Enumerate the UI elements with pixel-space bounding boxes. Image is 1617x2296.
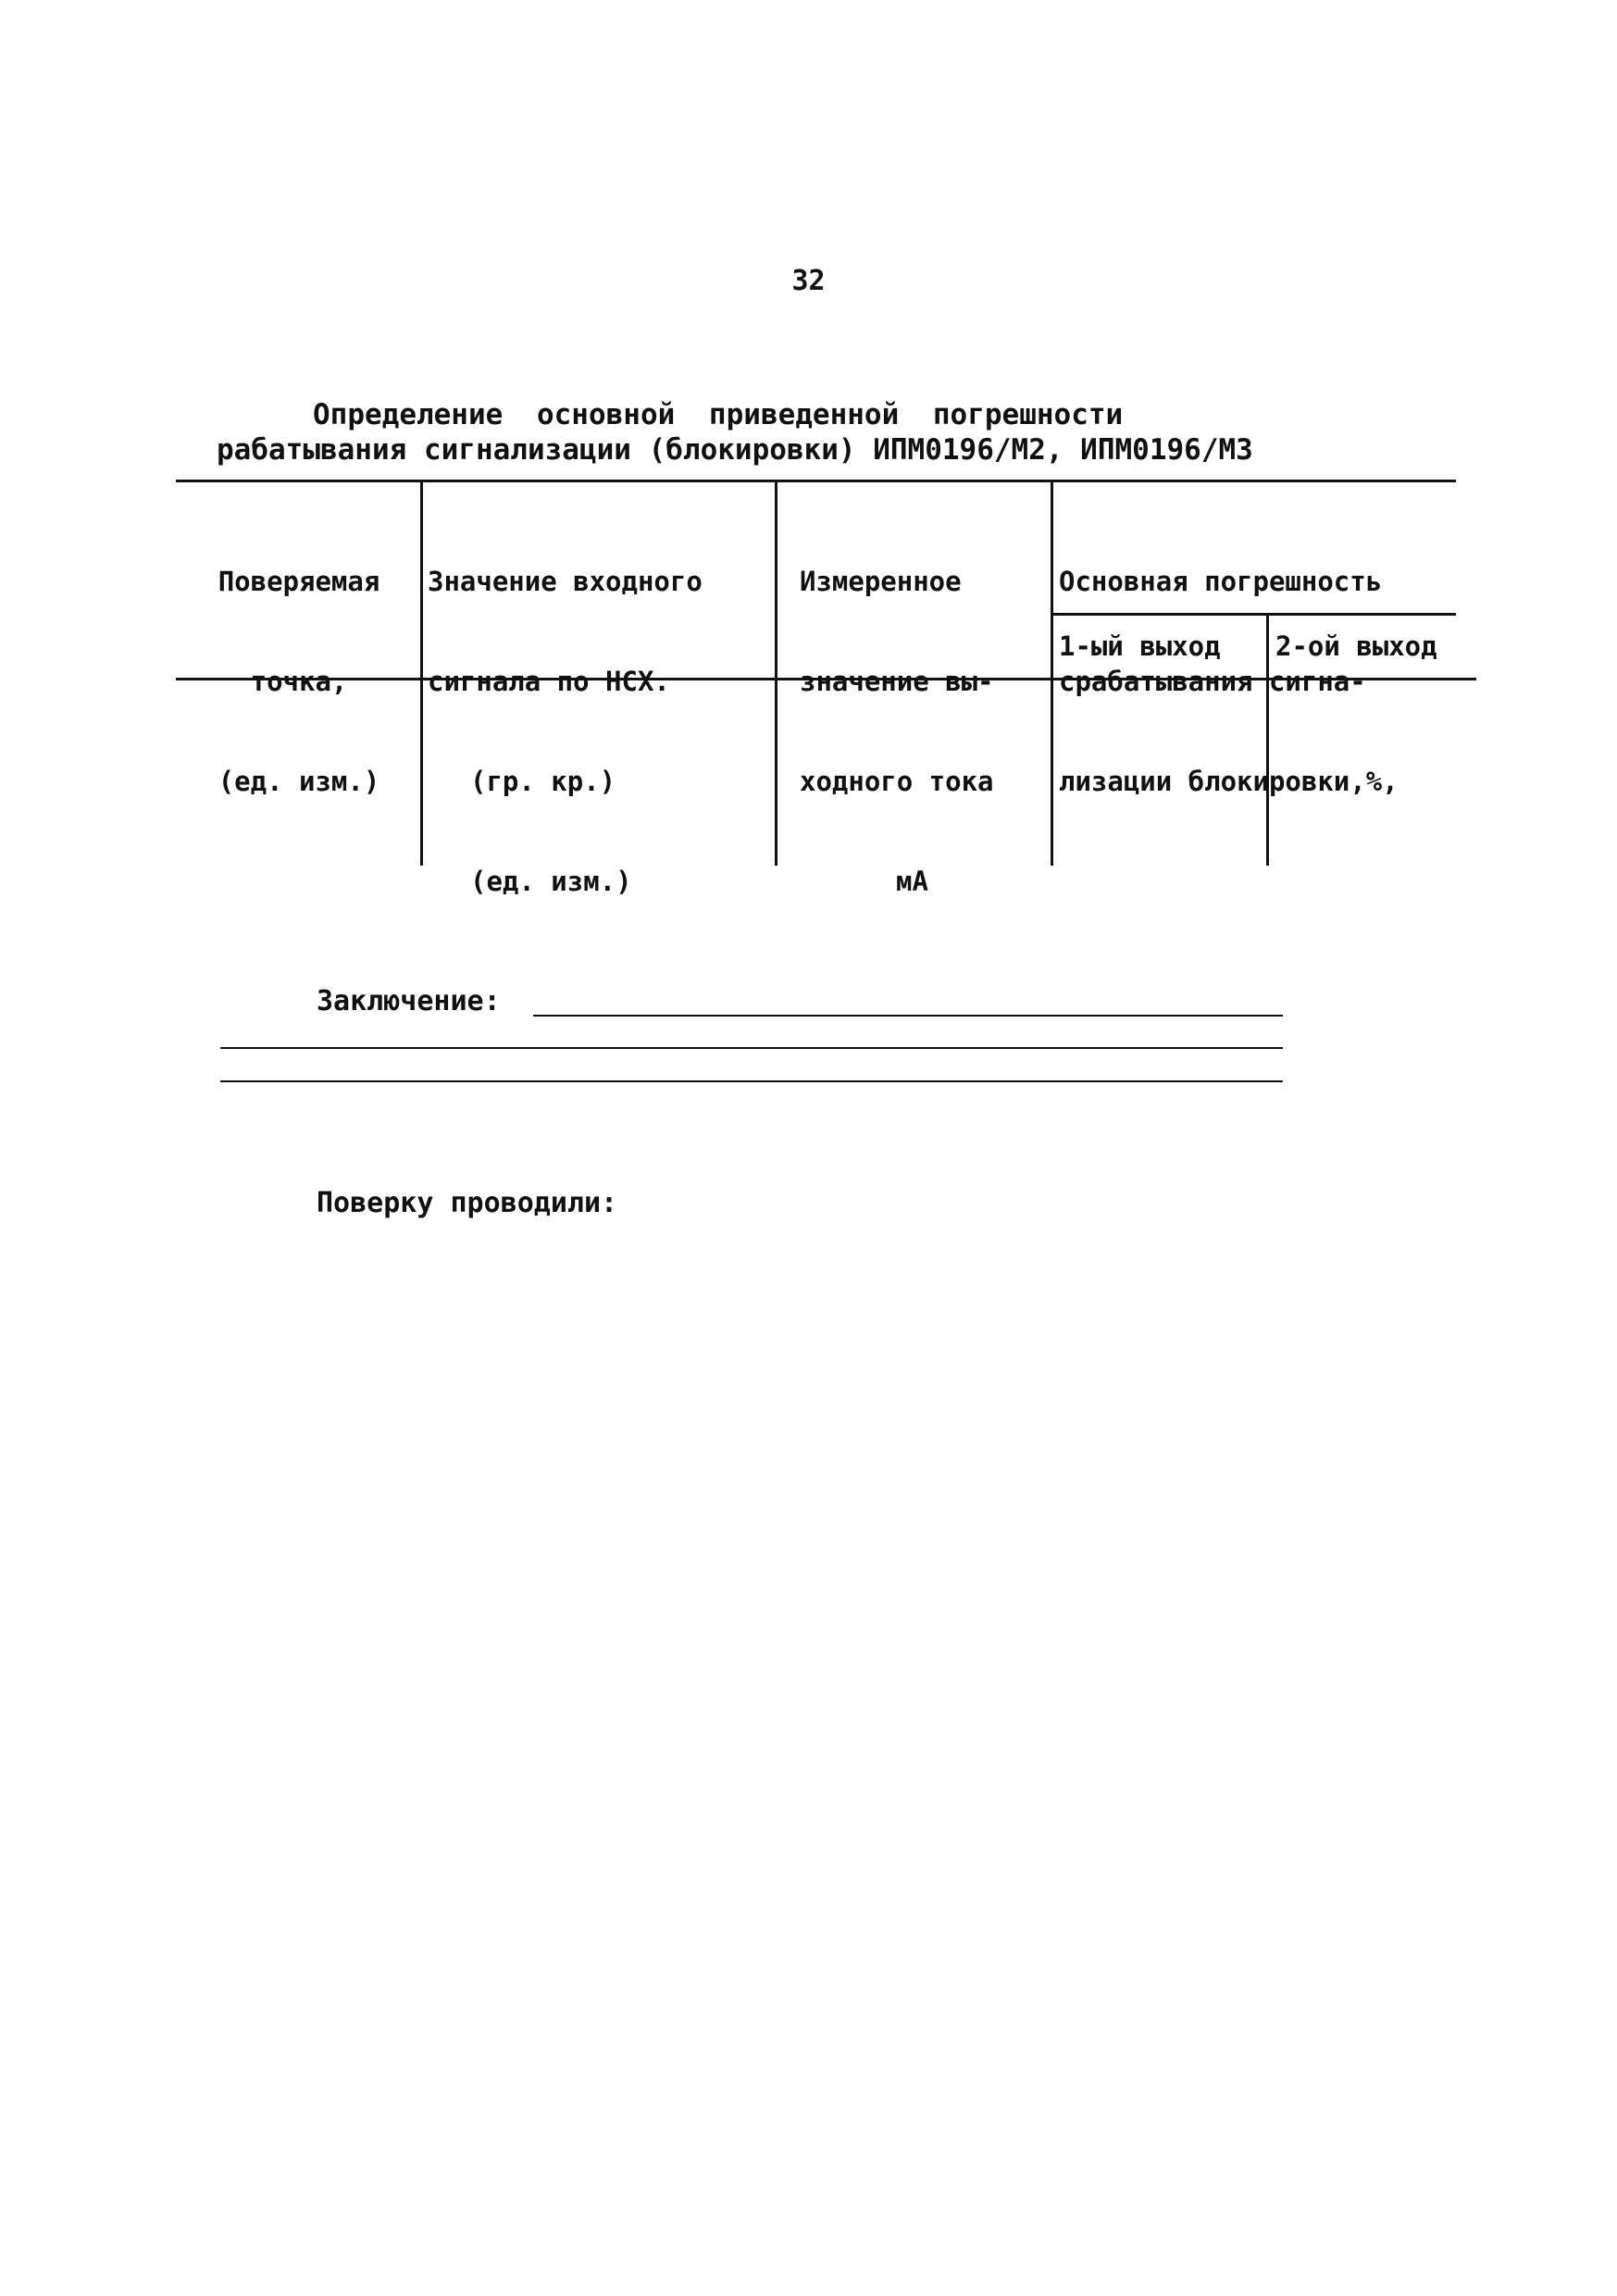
- header-col4-line: лизации блокировки,%,: [1059, 766, 1399, 797]
- column-divider-2: [775, 481, 777, 866]
- header-col2-line: (ед. изм.): [470, 866, 632, 897]
- page-number: 32: [791, 265, 826, 297]
- conclusion-blank-line-2[interactable]: [220, 1047, 1283, 1049]
- header-col2-line: сигнала по НСХ.: [428, 666, 670, 697]
- table-title-line-1: Определение основной приведенной погрешности: [313, 398, 1124, 431]
- verification-label: Поверку проводили:: [317, 1187, 618, 1219]
- conclusion-label: Заключение:: [317, 985, 501, 1017]
- header-col3-line: ходного тока: [800, 766, 994, 797]
- header-col4: [1059, 498, 1399, 865]
- header-col3-line: Измеренное: [800, 566, 962, 597]
- subheader-output-2: 2-ой выход: [1275, 630, 1437, 662]
- header-col3-line: значение вы-: [800, 666, 994, 697]
- column-divider-1: [420, 481, 423, 866]
- conclusion-blank-line-3[interactable]: [220, 1080, 1283, 1082]
- header-col2-line: Значение входного: [428, 566, 703, 597]
- header-col2: [428, 498, 703, 965]
- header-col1: [180, 498, 417, 865]
- conclusion-blank-line-1[interactable]: [533, 1015, 1283, 1017]
- header-col1-line: (ед. изм.): [218, 766, 380, 797]
- header-col4-line: срабатывания сигна-: [1059, 666, 1366, 697]
- header-col1-line: Поверяемая: [218, 566, 380, 597]
- header-col3: [800, 498, 994, 965]
- table-top-rule: [176, 480, 1456, 482]
- header-col4-line: Основная погрешность: [1059, 566, 1383, 597]
- header-col1-line: точка,: [250, 666, 348, 697]
- column-divider-3: [1051, 481, 1053, 866]
- subheader-output-1: 1-ый выход: [1059, 630, 1221, 662]
- header-col2-line: (гр. кр.): [470, 766, 616, 797]
- header-col3-line: мА: [896, 866, 928, 897]
- table-title-line-2: рабатывания сигнализации (блокировки) ИПМ0196/М2, ИПМ0196/М3: [217, 433, 1253, 467]
